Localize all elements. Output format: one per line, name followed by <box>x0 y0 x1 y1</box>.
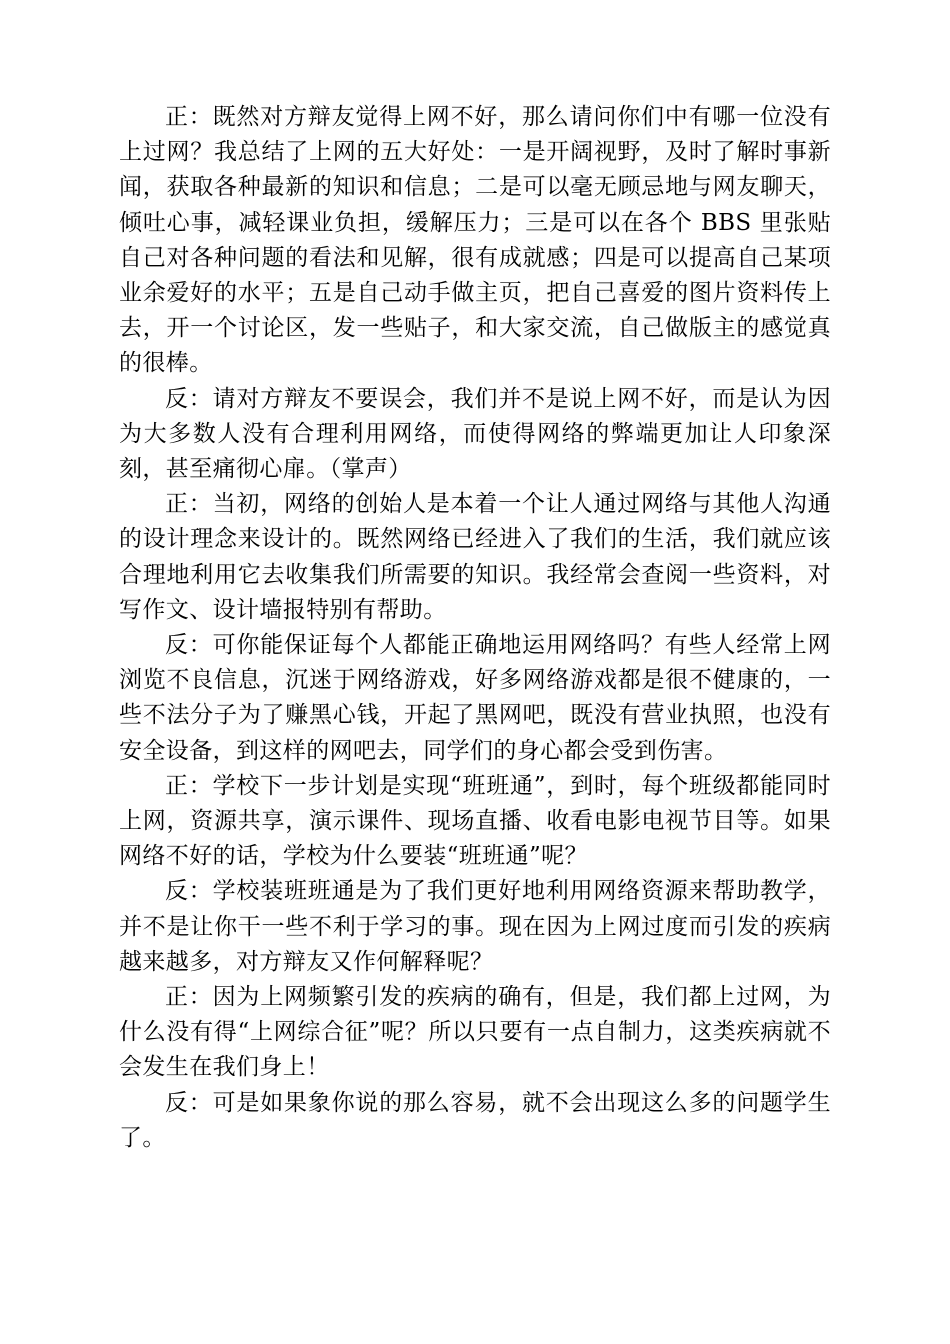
document-page <box>119 100 831 1156</box>
paragraph-pro-3: 正：学校下一步计划是实现“班班通”，到时，每个班级都能同时上网，资源共享，演示课件、现场直播、收看电影电视节目等。如果网络不好的话，学校为什么要装“班班通”呢？ <box>119 772 831 870</box>
paragraph-con-3: 反：学校装班班通是为了我们更好地利用网络资源来帮助教学，并不是让你干一些不利于学习的事。现在因为上网过度而引发的疾病越来越多，对方辩友又作何解释呢？ <box>119 878 831 975</box>
paragraph-con-2: 反：可你能保证每个人都能正确地运用网络吗？有些人经常上网浏览不良信息，沉迷于网络游戏，好多网络游戏都是很不健康的，一些不法分子为了赚黑心钱，开起了黑网吧，既没有营业执照，也没有安全设备，到这样的网吧去，同学们的身心都会受到伤害。 <box>119 632 831 764</box>
paragraph-pro-4: 正：因为上网频繁引发的疾病的确有，但是，我们都上过网，为什么没有得“上网综合征”呢？所以只要有一点自制力，这类疾病就不会发生在我们身上！ <box>119 984 831 1081</box>
paragraph-con-4: 反：可是如果象你说的那么容易，就不会出现这么多的问题学生了。 <box>119 1089 831 1151</box>
paragraph-pro-1: 正：既然对方辩友觉得上网不好，那么请问你们中有哪一位没有上过网？我总结了上网的五大好处：一是开阔视野，及时了解时事新闻，获取各种最新的知识和信息；二是可以毫无顾忌地与网友聊天，倾吐心事，减轻课业负担，缓解压力；三是可以在各个 BBS 里张贴自己对各种问题的看法和见解，很有成就感；四是可以提高自己某项业余爱好的水平；五是自己动手做主页，把自己喜爱的图片资料传上去，开一个讨论区，发一些贴子，和大家交流，自己做版主的感觉真的很棒。 <box>119 104 831 377</box>
paragraph-con-1: 反：请对方辩友不要误会，我们并不是说上网不好，而是认为因为大多数人没有合理利用网络，而使得网络的弊端更加让人印象深刻，甚至痛彻心扉。（掌声） <box>119 385 831 483</box>
paragraph-pro-2: 正：当初，网络的创始人是本着一个让人通过网络与其他人沟通的设计理念来设计的。既然网络已经进入了我们的生活，我们就应该合理地利用它去收集我们所需要的知识。我经常会查阅一些资料，对写作文、设计墙报特别有帮助。 <box>119 491 831 623</box>
